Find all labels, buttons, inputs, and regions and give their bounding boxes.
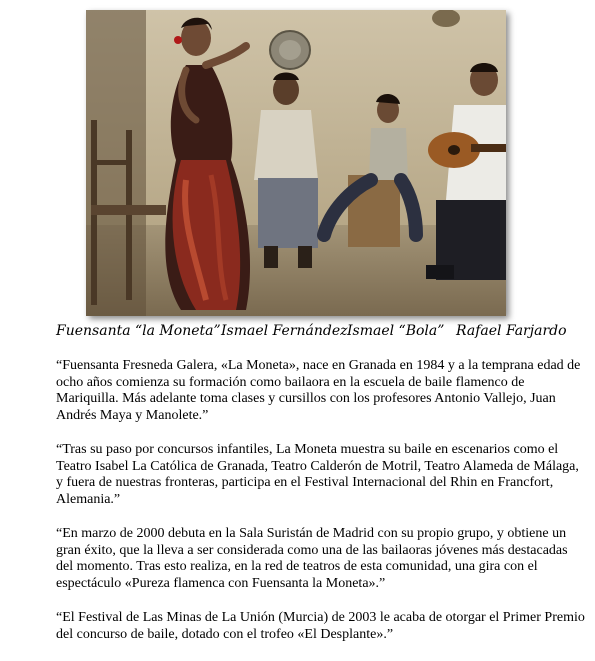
flamenco-photo [86, 10, 506, 316]
photo-illustration [86, 10, 506, 316]
caption-rafael-farjardo: Rafael Farjardo [456, 323, 567, 339]
paragraph-birth-training: “Fuensanta Fresneda Galera, «La Moneta», nace en Granada en 1984 y a la temprana edad de ocho años comienza su formación como bailaora en la escuela de baile flamenco de Mariquilla. Más adelante toma clases y cursillos con los profesores Antonio Vallejo, Juan Andrés Maya y Manolete.” [56, 358, 581, 423]
biography-text [56, 358, 586, 661]
photo-captions [56, 323, 567, 345]
paragraph-debut: “En marzo de 2000 debuta en la Sala Suristán de Madrid con su propio grupo, y obtiene un gran éxito, que la lleva a ser considerada como una de las bailaoras jóvenes más destacadas del momento. Tras esto realiza, en la red de teatros de esta comunidad, una gira con el espectáculo «Pureza flamenca con Fuensanta la Moneta».” [56, 526, 568, 591]
paragraph-award: “El Festival de Las Minas de La Unión (Murcia) de 2003 le acaba de otorgar el Primer Premio del concurso de baile, dotado con el trofeo «El Desplante».” [56, 610, 585, 642]
caption-ismael-bola: Ismael “Bola” [347, 323, 445, 339]
caption-la-moneta: Fuensanta “la Moneta” [56, 323, 221, 339]
caption-ismael-fernandez: Ismael Fernández [221, 323, 348, 339]
paragraph-stages: “Tras su paso por concursos infantiles, La Moneta muestra su baile en escenarios como el Teatro Isabel La Católica de Granada, Teatro Calderón de Motril, Teatro Alameda de Málaga, y fuera de nuestras fronteras, participa en el Festival Internacional del Rhin en Francfort, Alemania.” [56, 442, 579, 507]
